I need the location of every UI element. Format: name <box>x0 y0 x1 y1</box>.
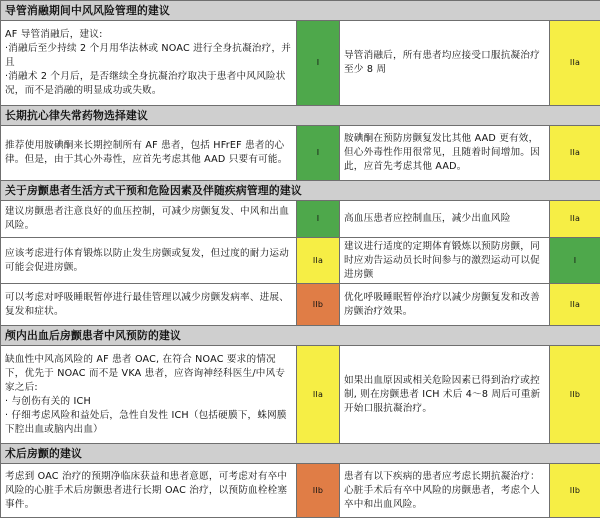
old-recommendation-text: 推荐使用胺碘酮来长期控制所有 AF 患者，包括 HFrEF 患者的心律。但是，由于其心外毒性，应首先考虑其他 AAD 只要有可能。 <box>1 126 297 181</box>
text-line: ·消融后至少持续 2 个月用华法林或 NOAC 进行全身抗凝治疗，并且 <box>5 42 293 70</box>
section-header <box>1 326 600 346</box>
table-row <box>1 284 600 326</box>
old-recommendation-text <box>1 346 297 444</box>
section-title: 关于房颤患者生活方式干预和危险因素及伴随疾病管理的建议 <box>1 181 600 201</box>
section-header <box>1 106 600 126</box>
table-row <box>1 238 600 284</box>
class-badge: IIa <box>550 21 600 106</box>
old-recommendation-text: 考虑到 OAC 治疗的预期净临床获益和患者意愿，可考虑对有卒中风险的心脏手术后房颤患者进行长期 OAC 治疗，以预防血栓栓塞事件。 <box>1 464 297 518</box>
table-row <box>1 346 600 444</box>
old-recommendation-text: 应该考虑进行体育锻炼以防止发生房颤或复发，但过度的耐力运动可能会促进房颤。 <box>1 238 297 284</box>
section-header <box>1 1 600 21</box>
text-line: ·消融术 2 个月后，是否继续全身抗凝治疗取决于患者中风风险状况，而不是消融的明显成功或失败。 <box>5 70 293 98</box>
section-title: 导管消融期间中风风险管理的建议 <box>1 1 600 21</box>
text-line: · 仔细考虑风险和益处后，急性自发性 ICH（包括硬膜下，蛛网膜下腔出血或脑内出血） <box>5 409 293 437</box>
new-recommendation-text: 建议进行适度的定期体育锻炼以预防房颤，同时应劝告运动员长时间参与的激烈运动可以促进房颤 <box>340 238 550 284</box>
new-recommendation-text: 高血压患者应控制血压，减少出血风险 <box>340 201 550 238</box>
class-badge: I <box>297 21 340 106</box>
text-line: AF 导管消融后，建议: <box>5 28 293 42</box>
new-recommendation-text: 导管消融后，所有患者均应接受口服抗凝治疗至少 8 周 <box>340 21 550 106</box>
class-badge: IIa <box>297 238 340 284</box>
section-title: 颅内出血后房颤患者中风预防的建议 <box>1 326 600 346</box>
new-recommendation-text: 患者有以下疾病的患者应考虑长期抗凝治疗：心脏手术后有卒中风险的房颤患者，考虑个人卒中和出血风险。 <box>340 464 550 518</box>
new-recommendation-text: 如果出血原因或相关危险因素已得到治疗或控制, 则在房颤患者 ICH 术后 4～8 周后可重新开始口服抗凝治疗。 <box>340 346 550 444</box>
class-badge: IIb <box>550 464 600 518</box>
class-badge: IIb <box>550 346 600 444</box>
old-recommendation-text <box>1 21 297 106</box>
class-badge: IIa <box>297 346 340 444</box>
class-badge: I <box>297 126 340 181</box>
section-title: 术后房颤的建议 <box>1 444 600 464</box>
section-header <box>1 444 600 464</box>
new-recommendation-text: 胺碘酮在预防房颤复发比其他 AAD 更有效，但心外毒性作用很常见，且随着时间增加。因此，应首先考虑其他 AAD。 <box>340 126 550 181</box>
section-header <box>1 181 600 201</box>
table-row <box>1 201 600 238</box>
class-badge: I <box>550 238 600 284</box>
text-line: · 与创伤有关的 ICH <box>5 395 293 409</box>
class-badge: IIb <box>297 464 340 518</box>
class-badge: IIa <box>550 284 600 326</box>
section-title: 长期抗心律失常药物选择建议 <box>1 106 600 126</box>
class-badge: IIb <box>297 284 340 326</box>
table-row <box>1 126 600 181</box>
class-badge: IIa <box>550 126 600 181</box>
table-row <box>1 464 600 518</box>
table-row <box>1 21 600 106</box>
old-recommendation-text: 可以考虑对呼吸睡眠暂停进行最佳管理以减少房颤发病率、进展、复发和症状。 <box>1 284 297 326</box>
text-line: 缺血性中风高风险的 AF 患者 OAC, 在符合 NOAC 要求的情况下，优先于 NOAC 而不是 VKA 患者，应咨询神经科医生/中风专家之后: <box>5 353 293 395</box>
class-badge: I <box>297 201 340 238</box>
new-recommendation-text: 优化呼吸睡眠暂停治疗以减少房颤复发和改善房颤治疗效果。 <box>340 284 550 326</box>
class-badge: IIa <box>550 201 600 238</box>
old-recommendation-text: 建议房颤患者注意良好的血压控制，可减少房颤复发、中风和出血风险。 <box>1 201 297 238</box>
